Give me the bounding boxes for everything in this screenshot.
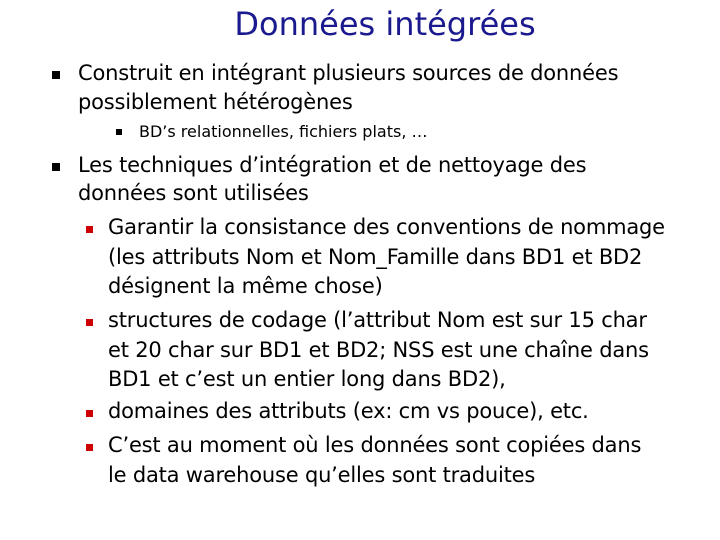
bullet-2-line-1: Les techniques d’intégration et de nettoyage des [78,153,587,177]
sub-bullet-2-1-line-1: Garantir la consistance des conventions de nommage [108,215,665,239]
sub-bullet-1-1-line-1: BD’s relationnelles, fichiers plats, … [139,122,428,141]
bullet-1-line-2: possiblement hétérogènes [78,90,353,114]
sub-bullet-2-2-line-3: BD1 et c’est un entier long dans BD2), [108,367,506,391]
sub-bullet-2-1-line-2: (les attributs Nom et Nom_Famille dans BD1 et BD2 [108,245,643,269]
sub-bullet-2-2-line-2: et 20 char sur BD1 et BD2; NSS est une chaîne dans [108,338,649,362]
sub-bullet-marker [86,410,93,417]
sub-bullet-marker [86,226,93,233]
sub-bullet-2-4-line-1: C’est au moment où les données sont copiées dans [108,433,642,457]
bullet-2-line-2: données sont utilisées [78,181,309,205]
sub-bullet-marker [86,319,93,326]
slide-title: Données intégrées [234,5,536,43]
sub-bullet-2-3-line-1: domaines des attributs (ex: cm vs pouce), etc. [108,399,589,423]
sub-bullet-2-1-line-3: désignent la même chose) [108,274,383,298]
bullet-1-line-1: Construit en intégrant plusieurs sources de données [78,61,619,85]
bullet-marker [52,71,60,79]
sub-bullet-marker [86,444,93,451]
sub-bullet-2-2-line-1: structures de codage (l’attribut Nom est sur 15 char [108,308,647,332]
bullet-marker [52,163,60,171]
sub-bullet-2-4-line-2: le data warehouse qu’elles sont traduites [108,463,536,487]
sub-bullet-marker [116,129,122,135]
